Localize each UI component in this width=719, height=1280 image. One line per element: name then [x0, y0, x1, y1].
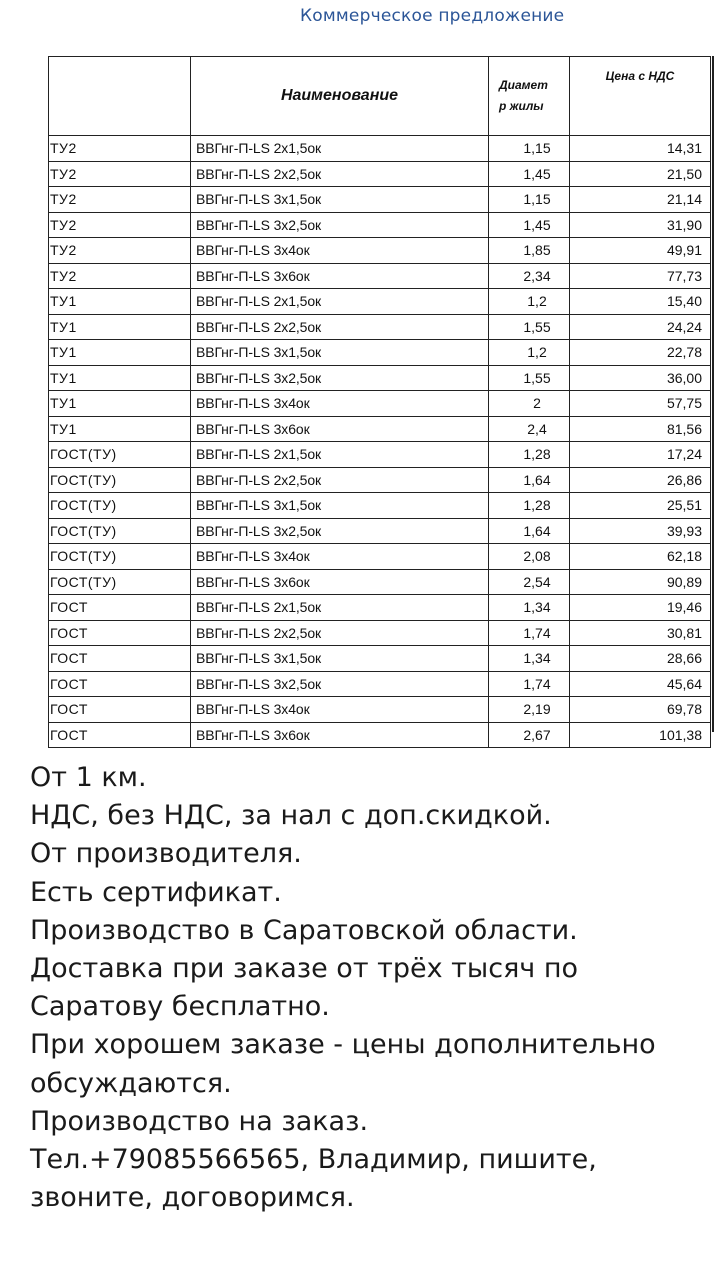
- cell-price: 24,24: [570, 314, 711, 340]
- header-diameter-line2: р жилы: [499, 99, 544, 113]
- cell-standard: ГОСТ(ТУ): [49, 442, 191, 468]
- cell-name: ВВГнг-П-LS 2х2,5ок: [191, 314, 489, 340]
- note-line: обсуждаются.: [30, 1067, 232, 1099]
- cell-price: 17,24: [570, 442, 711, 468]
- cell-standard: ТУ2: [49, 263, 191, 289]
- cell-name: ВВГнг-П-LS 3х2,5ок: [191, 212, 489, 238]
- cell-diameter: 1,45: [489, 212, 570, 238]
- table-header: [49, 57, 711, 136]
- table-row: [49, 238, 711, 264]
- cell-price: 25,51: [570, 493, 711, 519]
- table-row: [49, 722, 711, 748]
- table-row: [49, 493, 711, 519]
- note-line: Производство в Саратовской области.: [30, 914, 578, 946]
- cell-standard: ГОСТ(ТУ): [49, 544, 191, 570]
- cell-name: ВВГнг-П-LS 3х6ок: [191, 722, 489, 748]
- header-diameter-line1: Диамет: [499, 78, 548, 92]
- note-line: При хорошем заказе - цены дополнительно: [30, 1029, 656, 1061]
- cell-diameter: 1,34: [489, 595, 570, 621]
- cell-name: ВВГнг-П-LS 3х2,5ок: [191, 671, 489, 697]
- cell-diameter: 1,85: [489, 238, 570, 264]
- cell-price: 14,31: [570, 136, 711, 162]
- cell-standard: ГОСТ: [49, 646, 191, 672]
- cell-diameter: 2,4: [489, 416, 570, 442]
- cell-price: 21,50: [570, 161, 711, 187]
- note-line: НДС, без НДС, за нал с доп.скидкой.: [30, 800, 552, 832]
- cell-diameter: 2: [489, 391, 570, 417]
- cell-diameter: 2,08: [489, 544, 570, 570]
- cell-diameter: 1,55: [489, 365, 570, 391]
- cell-price: 22,78: [570, 340, 711, 366]
- cell-name: ВВГнг-П-LS 2х1,5ок: [191, 595, 489, 621]
- cell-diameter: 1,55: [489, 314, 570, 340]
- cell-price: 81,56: [570, 416, 711, 442]
- cell-standard: ТУ2: [49, 238, 191, 264]
- cell-standard: ТУ2: [49, 161, 191, 187]
- cell-standard: ГОСТ(ТУ): [49, 569, 191, 595]
- cell-diameter: 1,15: [489, 136, 570, 162]
- cell-price: 19,46: [570, 595, 711, 621]
- table-row: [49, 136, 711, 162]
- note-line: звоните, договоримся.: [30, 1182, 355, 1214]
- cell-name: ВВГнг-П-LS 2х1,5ок: [191, 136, 489, 162]
- cell-standard: ТУ1: [49, 365, 191, 391]
- cell-name: ВВГнг-П-LS 2х1,5ок: [191, 289, 489, 315]
- cell-price: 30,81: [570, 620, 711, 646]
- cell-name: ВВГнг-П-LS 3х6ок: [191, 263, 489, 289]
- cell-price: 31,90: [570, 212, 711, 238]
- cell-name: ВВГнг-П-LS 3х1,5ок: [191, 646, 489, 672]
- cell-standard: ТУ2: [49, 212, 191, 238]
- cell-price: 49,91: [570, 238, 711, 264]
- cell-standard: ГОСТ: [49, 620, 191, 646]
- note-line: От 1 км.: [30, 762, 147, 793]
- table-row: [49, 569, 711, 595]
- table-row: [49, 212, 711, 238]
- document-title: Коммерческое предложение: [300, 6, 565, 26]
- header-name: Наименование: [191, 57, 489, 136]
- cell-diameter: 1,64: [489, 467, 570, 493]
- table-row: [49, 646, 711, 672]
- cell-diameter: 2,19: [489, 697, 570, 723]
- cell-name: ВВГнг-П-LS 3х2,5ок: [191, 518, 489, 544]
- cell-price: 69,78: [570, 697, 711, 723]
- cell-name: ВВГнг-П-LS 2х2,5ок: [191, 161, 489, 187]
- cell-diameter: 2,67: [489, 722, 570, 748]
- table-row: [49, 161, 711, 187]
- cell-standard: ТУ1: [49, 416, 191, 442]
- cell-price: 101,38: [570, 722, 711, 748]
- cell-diameter: 1,74: [489, 620, 570, 646]
- cell-name: ВВГнг-П-LS 3х6ок: [191, 569, 489, 595]
- header-row: [49, 57, 711, 136]
- table-row: [49, 620, 711, 646]
- table-row: [49, 187, 711, 213]
- cell-price: 28,66: [570, 646, 711, 672]
- cell-standard: ТУ1: [49, 289, 191, 315]
- table-row: [49, 697, 711, 723]
- cell-name: ВВГнг-П-LS 3х1,5ок: [191, 340, 489, 366]
- cell-name: ВВГнг-П-LS 3х1,5ок: [191, 187, 489, 213]
- cell-diameter: 1,45: [489, 161, 570, 187]
- table-row: [49, 416, 711, 442]
- cell-standard: ТУ2: [49, 136, 191, 162]
- cell-name: ВВГнг-П-LS 3х6ок: [191, 416, 489, 442]
- header-diameter: [489, 57, 570, 136]
- cell-name: ВВГнг-П-LS 3х1,5ок: [191, 493, 489, 519]
- cell-standard: ГОСТ: [49, 697, 191, 723]
- cell-diameter: 1,15: [489, 187, 570, 213]
- table-right-border: [712, 56, 714, 732]
- cell-price: 62,18: [570, 544, 711, 570]
- cell-name: ВВГнг-П-LS 3х2,5ок: [191, 365, 489, 391]
- table-row: [49, 391, 711, 417]
- cell-name: ВВГнг-П-LS 2х2,5ок: [191, 620, 489, 646]
- cell-name: ВВГнг-П-LS 3х4ок: [191, 544, 489, 570]
- table-row: [49, 442, 711, 468]
- cell-diameter: 1,28: [489, 493, 570, 519]
- header-price: Цена с НДС: [570, 57, 711, 136]
- cell-standard: ГОСТ(ТУ): [49, 467, 191, 493]
- table-row: [49, 544, 711, 570]
- price-table: [48, 56, 711, 748]
- cell-diameter: 1,34: [489, 646, 570, 672]
- cell-price: 45,64: [570, 671, 711, 697]
- cell-diameter: 2,34: [489, 263, 570, 289]
- cell-standard: ГОСТ: [49, 671, 191, 697]
- offer-notes: [30, 759, 710, 1217]
- cell-diameter: 1,2: [489, 340, 570, 366]
- cell-standard: ТУ1: [49, 340, 191, 366]
- table-row: [49, 518, 711, 544]
- cell-diameter: 1,74: [489, 671, 570, 697]
- table-row: [49, 671, 711, 697]
- note-line: Саратову бесплатно.: [30, 991, 330, 1023]
- cell-standard: ТУ1: [49, 391, 191, 417]
- cell-price: 57,75: [570, 391, 711, 417]
- table-row: [49, 467, 711, 493]
- cell-name: ВВГнг-П-LS 2х2,5ок: [191, 467, 489, 493]
- cell-diameter: 1,28: [489, 442, 570, 468]
- cell-standard: ГОСТ(ТУ): [49, 493, 191, 519]
- note-line: Производство на заказ.: [30, 1105, 369, 1137]
- note-line: Есть сертификат.: [30, 876, 282, 908]
- table-row: [49, 365, 711, 391]
- cell-name: ВВГнг-П-LS 3х4ок: [191, 391, 489, 417]
- cell-name: ВВГнг-П-LS 3х4ок: [191, 238, 489, 264]
- table-row: [49, 263, 711, 289]
- cell-price: 15,40: [570, 289, 711, 315]
- table-row: [49, 595, 711, 621]
- cell-price: 21,14: [570, 187, 711, 213]
- cell-price: 26,86: [570, 467, 711, 493]
- cell-standard: ГОСТ(ТУ): [49, 518, 191, 544]
- cell-name: ВВГнг-П-LS 2х1,5ок: [191, 442, 489, 468]
- note-line: Доставка при заказе от трёх тысяч по: [30, 953, 579, 985]
- table-body: [49, 136, 711, 748]
- cell-diameter: 2,54: [489, 569, 570, 595]
- cell-standard: ТУ1: [49, 314, 191, 340]
- cell-standard: ТУ2: [49, 187, 191, 213]
- cell-standard: ГОСТ: [49, 722, 191, 748]
- note-line: От производителя.: [30, 838, 302, 870]
- table-row: [49, 340, 711, 366]
- cell-diameter: 1,64: [489, 518, 570, 544]
- cell-diameter: 1,2: [489, 289, 570, 315]
- cell-name: ВВГнг-П-LS 3х4ок: [191, 697, 489, 723]
- cell-price: 77,73: [570, 263, 711, 289]
- header-standard: [49, 57, 191, 136]
- note-line: Тел.+79085566565, Владимир, пишите,: [30, 1144, 597, 1176]
- table-row: [49, 289, 711, 315]
- cell-price: 36,00: [570, 365, 711, 391]
- cell-price: 39,93: [570, 518, 711, 544]
- cell-price: 90,89: [570, 569, 711, 595]
- table-row: [49, 314, 711, 340]
- cell-standard: ГОСТ: [49, 595, 191, 621]
